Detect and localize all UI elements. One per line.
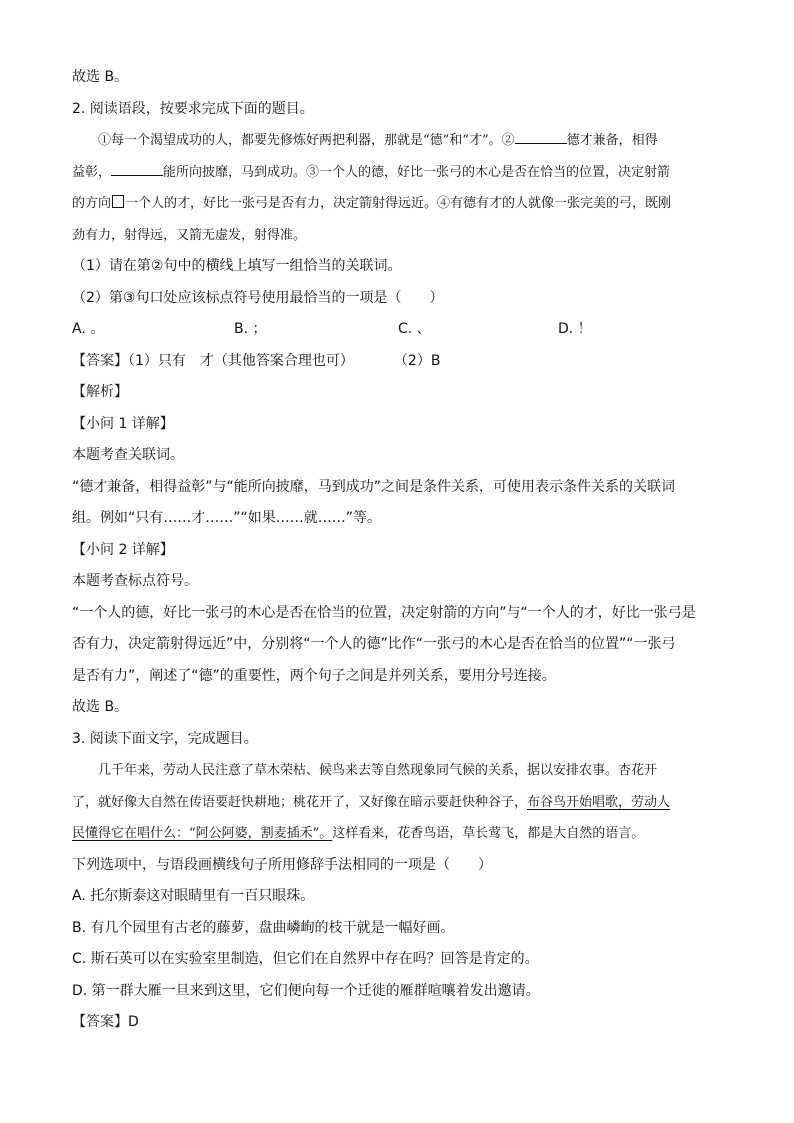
text-line: 组。例如“只有……才……”“如果……就……”等。 [72, 510, 382, 526]
question-stem: 下列选项中，与语段画横线句子所用修辞手法相同的一项是（ ） [72, 856, 492, 873]
passage-line [72, 157, 722, 189]
passage-text: 的方向 [72, 196, 112, 211]
passage-text: 德才兼备，相得 [566, 133, 658, 148]
passage-text: 能所向披靡，马到成功。③一个人的德，好比一张弓的木心是否在恰当的位置，决定射箭 [163, 164, 671, 180]
passage-line [72, 188, 722, 220]
text-line: 本题考查标点符号。 [72, 573, 198, 589]
option-d[interactable]: D. ！ [558, 321, 592, 337]
reading-line: 几千年来，劳动人民注意了草木荣枯、候鸟来去等自然现象同气候的关系，据以安排农事。杏花开 [98, 763, 658, 778]
sub-heading: 【小问 1 详解】 [72, 415, 174, 432]
reading-line [72, 818, 722, 850]
passage-line: 劲有力，射得远，又箭无虚发，射得准。 [72, 227, 307, 243]
sub-question-1: （1）请在第②句中的横线上填写一组恰当的关联词。 [72, 258, 402, 274]
answer-line [72, 346, 722, 378]
text-line: 否有力，决定箭射得远近”中，分别将“一个人的德”比作“一张弓的木心是否在恰当的位置”“一张弓 [72, 636, 676, 652]
fill-blank[interactable] [515, 129, 567, 144]
answer-text: （2）B [393, 352, 441, 369]
passage-text: ①每一个渴望成功的人，都要先修炼好两把利器，那就是“德”和“才”。② [98, 133, 515, 148]
answer-text: （1）只有 才（其他答案合理也可） [128, 352, 354, 369]
option-a[interactable]: A. 。 [72, 321, 105, 337]
text-line: 故选 B。 [72, 69, 129, 85]
question-2-title: 2. 阅读语段，按要求完成下面的题目。 [72, 100, 314, 117]
question-3-title: 3. 阅读下面文字，完成题目。 [72, 730, 258, 747]
sub-question-2: （2）第③句口处应该标点符号使用最恰当的一项是（ ） [72, 289, 444, 306]
punctuation-box [112, 195, 124, 208]
passage-text: 一个人的才，好比一张弓是否有力，决定箭射得远近。④有德有才的人就像一张完美的弓，既刚 [125, 196, 672, 211]
option-d[interactable]: D. 第一群大雁一旦来到这里，它们便向每一个迁徙的雁群喧嚷着发出邀请。 [72, 982, 540, 999]
answer-line [72, 1007, 722, 1039]
underlined-sentence: 民懂得它在唱什么：“阿公阿婆，割麦插禾”。 [72, 826, 333, 841]
options-row [72, 314, 722, 346]
option-b[interactable]: B. 有几个园里有古老的藤萝，盘曲嶙峋的枝干就是一幅好画。 [72, 919, 455, 936]
text-line: 故选 B。 [72, 699, 129, 715]
sub-heading: 【小问 2 详解】 [72, 541, 174, 558]
underlined-sentence: 布谷鸟开始唱歌，劳动人 [527, 794, 671, 810]
text-line: “德才兼备，相得益彰”与“能所向披靡，马到成功”之间是条件关系，可使用表示条件关系的关联词 [72, 478, 676, 495]
answer-tag: 【答案】 [72, 352, 128, 369]
text-line: 本题考查关联词。 [72, 447, 184, 463]
option-b[interactable]: B. ； [234, 321, 267, 337]
answer-text: D [128, 1014, 139, 1030]
reading-text: 这样看来，花香鸟语，草长莺飞，都是大自然的语言。 [332, 826, 645, 841]
reading-text: 了，就好像大自然在传语要赶快耕地；桃花开了，又好像在暗示要赶快种谷子， [72, 794, 528, 810]
fill-blank[interactable] [111, 161, 163, 176]
option-c[interactable]: C. 斯石英可以在实验室里制造，但它们在自然界中存在吗？回答是肯定的。 [72, 951, 539, 967]
reading-line [72, 787, 722, 819]
passage-line [72, 125, 722, 157]
analysis-tag: 【解析】 [72, 384, 128, 400]
answer-tag: 【答案】 [72, 1014, 128, 1030]
document-page [72, 62, 722, 1039]
passage-text: 益彰， [72, 164, 112, 180]
text-line: 是否有力”，阐述了“德”的重要性，两个句子之间是并列关系，要用分号连接。 [72, 667, 556, 684]
option-c[interactable]: C. 、 [398, 321, 431, 337]
option-a[interactable]: A. 托尔斯泰这对眼睛里有一百只眼珠。 [72, 888, 315, 904]
text-line: “一个人的德，好比一张弓的木心是否在恰当的位置，决定射箭的方向”与“一个人的才，好比一张弓是 [72, 604, 696, 621]
